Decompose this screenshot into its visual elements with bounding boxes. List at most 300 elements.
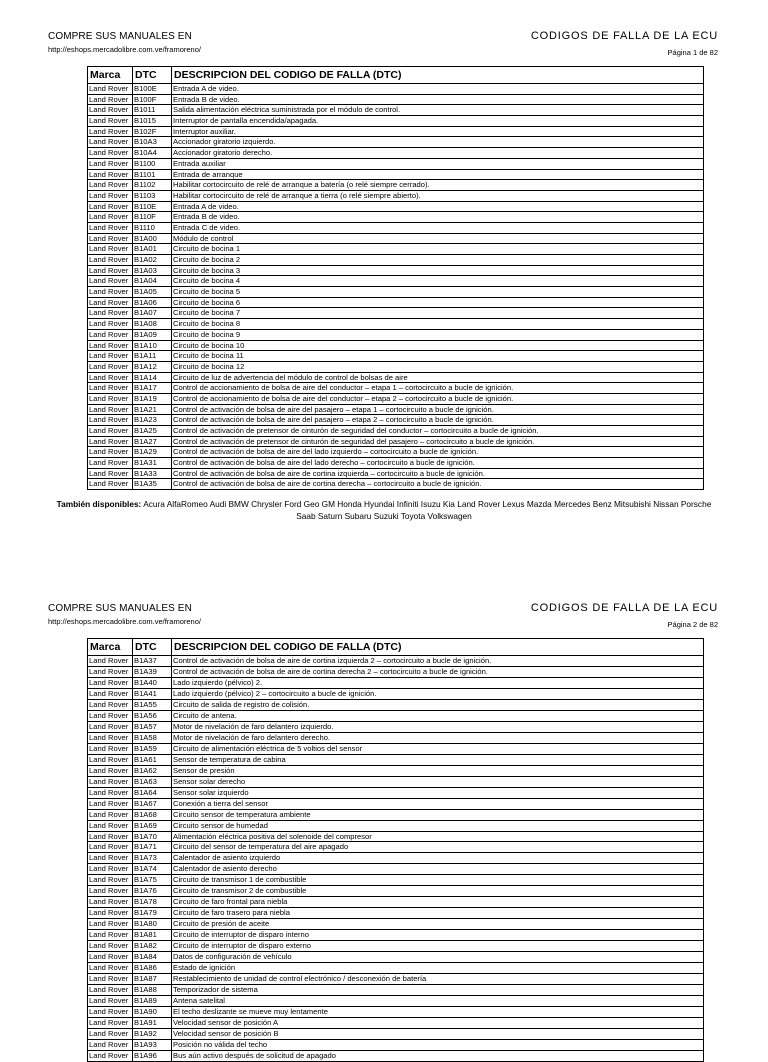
table-row xyxy=(88,351,704,362)
cell-descripcion: Circuito sensor de temperatura ambiente xyxy=(172,809,704,820)
table-row xyxy=(88,688,704,699)
cell-dtc: B1A89 xyxy=(133,996,172,1007)
cell-marca: Land Rover xyxy=(88,875,133,886)
cell-descripcion: Control de accionamiento de bolsa de aire del conductor – etapa 2 – cortocircuito a bucle de ignición. xyxy=(172,393,704,404)
table-row xyxy=(88,798,704,809)
table-row xyxy=(88,875,704,886)
cell-dtc: B1A14 xyxy=(133,372,172,383)
table-row xyxy=(88,930,704,941)
cell-marca: Land Rover xyxy=(88,458,133,469)
cell-marca: Land Rover xyxy=(88,276,133,287)
cell-dtc: B1A39 xyxy=(133,666,172,677)
cell-dtc: B1A78 xyxy=(133,897,172,908)
cell-marca: Land Rover xyxy=(88,244,133,255)
table-row xyxy=(88,222,704,233)
cell-marca: Land Rover xyxy=(88,699,133,710)
cell-marca: Land Rover xyxy=(88,201,133,212)
table-row xyxy=(88,319,704,330)
cell-dtc: B1A71 xyxy=(133,842,172,853)
cell-dtc: B1A23 xyxy=(133,415,172,426)
table-row xyxy=(88,255,704,266)
table-row xyxy=(88,985,704,996)
table-row xyxy=(88,383,704,394)
dtc-table xyxy=(87,66,704,490)
cell-descripcion: Circuito sensor de humedad xyxy=(172,820,704,831)
cell-descripcion: Circuito de bocina 1 xyxy=(172,244,704,255)
cell-marca: Land Rover xyxy=(88,265,133,276)
table-row xyxy=(88,180,704,191)
cell-descripcion: Circuito de interruptor de disparo interno xyxy=(172,930,704,941)
table-row xyxy=(88,297,704,308)
cell-dtc: B1101 xyxy=(133,169,172,180)
cell-dtc: B100F xyxy=(133,94,172,105)
cell-marca: Land Rover xyxy=(88,404,133,415)
cell-dtc: B1A09 xyxy=(133,329,172,340)
cell-dtc: B1A27 xyxy=(133,436,172,447)
cell-descripcion: Módulo de control xyxy=(172,233,704,244)
table-row xyxy=(88,372,704,383)
cell-marca: Land Rover xyxy=(88,842,133,853)
table-row xyxy=(88,94,704,105)
cell-descripcion: Circuito de bocina 3 xyxy=(172,265,704,276)
cell-marca: Land Rover xyxy=(88,677,133,688)
cell-descripcion: Circuito de bocina 9 xyxy=(172,329,704,340)
cell-descripcion: Control de activación de bolsa de aire de cortina izquierda 2 – cortocircuito a bucle de ignición. xyxy=(172,656,704,667)
cell-descripcion: Lado izquierdo (pélvico) 2. xyxy=(172,677,704,688)
cell-marca: Land Rover xyxy=(88,930,133,941)
cell-descripcion: Interruptor auxiliar. xyxy=(172,126,704,137)
cell-marca: Land Rover xyxy=(88,383,133,394)
cell-descripcion: Habilitar cortocircuito de relé de arranque a tierra (o relé siempre abierto). xyxy=(172,190,704,201)
table-body xyxy=(88,656,704,1062)
cell-marca: Land Rover xyxy=(88,853,133,864)
cell-descripcion: Circuito de faro trasero para niebla xyxy=(172,908,704,919)
cell-dtc: B1A81 xyxy=(133,930,172,941)
cell-descripcion: Control de activación de bolsa de aire del lado izquierdo – cortocircuito a bucle de ignición. xyxy=(172,447,704,458)
table-row xyxy=(88,287,704,298)
cell-descripcion: Estado de ignición xyxy=(172,963,704,974)
cell-marca: Land Rover xyxy=(88,864,133,875)
cell-descripcion: Circuito de bocina 4 xyxy=(172,276,704,287)
cell-marca: Land Rover xyxy=(88,415,133,426)
cell-descripcion: Restablecimiento de unidad de control electrónico / desconexión de batería xyxy=(172,974,704,985)
column-header-dtc: DTC xyxy=(133,639,172,656)
cell-dtc: B1A70 xyxy=(133,831,172,842)
cell-descripcion: Circuito de transmisor 1 de combustible xyxy=(172,875,704,886)
table-row xyxy=(88,941,704,952)
table-row xyxy=(88,743,704,754)
table-row xyxy=(88,212,704,223)
cell-marca: Land Rover xyxy=(88,169,133,180)
cell-descripcion: Posición no válida del techo xyxy=(172,1039,704,1050)
cell-marca: Land Rover xyxy=(88,94,133,105)
table-row xyxy=(88,710,704,721)
table-row xyxy=(88,699,704,710)
cell-marca: Land Rover xyxy=(88,985,133,996)
cell-descripcion: Interruptor de pantalla encendida/apagada. xyxy=(172,116,704,127)
cell-descripcion: Circuito de bocina 10 xyxy=(172,340,704,351)
cell-dtc: B1A59 xyxy=(133,743,172,754)
cell-dtc: B1A58 xyxy=(133,732,172,743)
table-row xyxy=(88,116,704,127)
cell-descripcion: Entrada A de video. xyxy=(172,201,704,212)
cell-dtc: B110E xyxy=(133,201,172,212)
cell-dtc: B1A82 xyxy=(133,941,172,952)
column-header-dtc: DTC xyxy=(133,67,172,84)
cell-marca: Land Rover xyxy=(88,426,133,437)
cell-dtc: B1A92 xyxy=(133,1028,172,1039)
table-row xyxy=(88,201,704,212)
cell-descripcion: Salida alimentación eléctrica suministrada por el módulo de control. xyxy=(172,105,704,116)
table-row xyxy=(88,809,704,820)
cell-dtc: B1A75 xyxy=(133,875,172,886)
cell-dtc: B1A64 xyxy=(133,787,172,798)
table-row xyxy=(88,886,704,897)
table-row xyxy=(88,864,704,875)
cell-marca: Land Rover xyxy=(88,952,133,963)
available-brand-list: Acura AlfaRomeo Audi BMW Chrysler Ford Geo GM Honda Hyundai Infiniti Isuzu Kia Land Rover Lexus Mazda Mercedes Benz Mitsubishi Nissan Porsche Saab Saturn Subaru Suzuki Toyota Volkswagen xyxy=(143,499,712,521)
cell-descripcion: Control de activación de bolsa de aire de cortina derecha 2 – cortocircuito a bucle de ignición. xyxy=(172,666,704,677)
cell-dtc: B1A84 xyxy=(133,952,172,963)
cell-marca: Land Rover xyxy=(88,776,133,787)
header-right-title: CODIGOS DE FALLA DE LA ECU xyxy=(530,30,718,42)
cell-marca: Land Rover xyxy=(88,297,133,308)
cell-descripcion: Circuito de bocina 6 xyxy=(172,297,704,308)
table-row xyxy=(88,996,704,1007)
table-row xyxy=(88,84,704,95)
table-row xyxy=(88,436,704,447)
cell-descripcion: Control de activación de bolsa de aire del lado derecho – cortocircuito a bucle de ignición. xyxy=(172,458,704,469)
cell-descripcion: Sensor de temperatura de cabina xyxy=(172,754,704,765)
cell-dtc: B1100 xyxy=(133,158,172,169)
table-row xyxy=(88,361,704,372)
cell-descripcion: Circuito de transmisor 2 de combustible xyxy=(172,886,704,897)
cell-marca: Land Rover xyxy=(88,180,133,191)
table-row xyxy=(88,656,704,667)
cell-marca: Land Rover xyxy=(88,1050,133,1061)
cell-descripcion: Sensor solar derecho xyxy=(172,776,704,787)
cell-dtc: B102F xyxy=(133,126,172,137)
table-row xyxy=(88,329,704,340)
cell-marca: Land Rover xyxy=(88,340,133,351)
available-label: También disponibles: xyxy=(56,499,142,509)
table-row xyxy=(88,276,704,287)
cell-marca: Land Rover xyxy=(88,897,133,908)
table-row xyxy=(88,233,704,244)
cell-marca: Land Rover xyxy=(88,666,133,677)
cell-dtc: B1A02 xyxy=(133,255,172,266)
cell-descripcion: Control de activación de bolsa de aire del pasajero – etapa 1 – cortocircuito a bucle de ignición. xyxy=(172,404,704,415)
table-row xyxy=(88,842,704,853)
table-row xyxy=(88,974,704,985)
cell-dtc: B1A06 xyxy=(133,297,172,308)
cell-marca: Land Rover xyxy=(88,137,133,148)
table-row xyxy=(88,1007,704,1018)
cell-descripcion: Circuito de interruptor de disparo externo xyxy=(172,941,704,952)
table-row xyxy=(88,468,704,479)
table-row xyxy=(88,458,704,469)
cell-marca: Land Rover xyxy=(88,308,133,319)
cell-marca: Land Rover xyxy=(88,84,133,95)
cell-marca: Land Rover xyxy=(88,710,133,721)
table-row xyxy=(88,1017,704,1028)
column-header-marca: Marca xyxy=(88,67,133,84)
cell-dtc: B10A4 xyxy=(133,148,172,159)
cell-descripcion: Entrada B de video. xyxy=(172,212,704,223)
cell-marca: Land Rover xyxy=(88,436,133,447)
cell-descripcion: Entrada B de video. xyxy=(172,94,704,105)
cell-marca: Land Rover xyxy=(88,941,133,952)
cell-dtc: B1A69 xyxy=(133,820,172,831)
cell-marca: Land Rover xyxy=(88,688,133,699)
table-row xyxy=(88,415,704,426)
table-row xyxy=(88,1050,704,1061)
column-header-descripcion: DESCRIPCION DEL CODIGO DE FALLA (DTC) xyxy=(172,67,704,84)
cell-marca: Land Rover xyxy=(88,809,133,820)
cell-marca: Land Rover xyxy=(88,393,133,404)
header-url: http://eshops.mercadolibre.com.ve/framoreno/ xyxy=(48,617,201,626)
cell-dtc: B1A79 xyxy=(133,908,172,919)
cell-dtc: B1A41 xyxy=(133,688,172,699)
table-row xyxy=(88,754,704,765)
cell-dtc: B1A62 xyxy=(133,765,172,776)
page-number: Página 2 de 82 xyxy=(667,620,718,629)
cell-descripcion: Circuito de faro frontal para niebla xyxy=(172,897,704,908)
table-row xyxy=(88,447,704,458)
cell-marca: Land Rover xyxy=(88,329,133,340)
cell-dtc: B1A25 xyxy=(133,426,172,437)
cell-descripcion: Circuito de alimentación eléctrica de 5 voltios del sensor xyxy=(172,743,704,754)
cell-dtc: B1A11 xyxy=(133,351,172,362)
cell-marca: Land Rover xyxy=(88,754,133,765)
header-url: http://eshops.mercadolibre.com.ve/framoreno/ xyxy=(48,45,201,54)
cell-marca: Land Rover xyxy=(88,148,133,159)
cell-descripcion: Circuito de presión de aceite xyxy=(172,919,704,930)
cell-descripcion: Lado izquierdo (pélvico) 2 – cortocircuito a bucle de ignición. xyxy=(172,688,704,699)
table-row xyxy=(88,1028,704,1039)
column-header-descripcion: DESCRIPCION DEL CODIGO DE FALLA (DTC) xyxy=(172,639,704,656)
cell-descripcion: Velocidad sensor de posición B xyxy=(172,1028,704,1039)
table-row xyxy=(88,265,704,276)
cell-marca: Land Rover xyxy=(88,351,133,362)
cell-descripcion: Entrada de arranque xyxy=(172,169,704,180)
cell-dtc: B1110 xyxy=(133,222,172,233)
table-row xyxy=(88,105,704,116)
cell-dtc: B1A73 xyxy=(133,853,172,864)
cell-dtc: B1A31 xyxy=(133,458,172,469)
cell-dtc: B100E xyxy=(133,84,172,95)
cell-descripcion: Sensor de presión xyxy=(172,765,704,776)
cell-dtc: B1A01 xyxy=(133,244,172,255)
cell-marca: Land Rover xyxy=(88,963,133,974)
dtc-table xyxy=(87,638,704,1062)
table-row xyxy=(88,404,704,415)
cell-marca: Land Rover xyxy=(88,996,133,1007)
cell-dtc: B10A3 xyxy=(133,137,172,148)
cell-dtc: B1102 xyxy=(133,180,172,191)
table-row xyxy=(88,340,704,351)
cell-descripcion: Circuito de bocina 11 xyxy=(172,351,704,362)
cell-descripcion: Calentador de asiento izquierdo xyxy=(172,853,704,864)
cell-dtc: B1A86 xyxy=(133,963,172,974)
table-row xyxy=(88,820,704,831)
cell-dtc: B1A90 xyxy=(133,1007,172,1018)
cell-descripcion: Alimentación eléctrica positiva del solenoide del compresor xyxy=(172,831,704,842)
cell-marca: Land Rover xyxy=(88,732,133,743)
cell-dtc: B1A12 xyxy=(133,361,172,372)
cell-descripcion: Sensor solar izquierdo xyxy=(172,787,704,798)
cell-marca: Land Rover xyxy=(88,255,133,266)
table-body xyxy=(88,84,704,490)
cell-descripcion: Conexión a tierra del sensor xyxy=(172,798,704,809)
cell-descripcion: Motor de nivelación de faro delantero izquierdo. xyxy=(172,721,704,732)
cell-descripcion: Circuito de bocina 7 xyxy=(172,308,704,319)
cell-marca: Land Rover xyxy=(88,222,133,233)
cell-descripcion: Circuito de luz de advertencia del módulo de control de bolsas de aire xyxy=(172,372,704,383)
cell-descripcion: Circuito de antena. xyxy=(172,710,704,721)
cell-marca: Land Rover xyxy=(88,1039,133,1050)
table-row xyxy=(88,137,704,148)
cell-marca: Land Rover xyxy=(88,919,133,930)
table-header-row xyxy=(88,67,704,84)
table-row xyxy=(88,479,704,490)
cell-descripcion: Control de activación de pretensor de cinturón de seguridad del conductor – cortocircuito a bucle de ignición. xyxy=(172,426,704,437)
cell-dtc: B1A88 xyxy=(133,985,172,996)
cell-descripcion: Circuito de bocina 5 xyxy=(172,287,704,298)
cell-dtc: B1A10 xyxy=(133,340,172,351)
table-row xyxy=(88,666,704,677)
cell-dtc: B1103 xyxy=(133,190,172,201)
cell-marca: Land Rover xyxy=(88,158,133,169)
table-row xyxy=(88,765,704,776)
table-row xyxy=(88,393,704,404)
table-row xyxy=(88,308,704,319)
cell-dtc: B1A56 xyxy=(133,710,172,721)
cell-dtc: B1A76 xyxy=(133,886,172,897)
cell-dtc: B1A57 xyxy=(133,721,172,732)
available-brands xyxy=(48,499,720,522)
cell-dtc: B1A96 xyxy=(133,1050,172,1061)
cell-descripcion: Circuito de salida de registro de colisión. xyxy=(172,699,704,710)
cell-dtc: B110F xyxy=(133,212,172,223)
cell-dtc: B1A17 xyxy=(133,383,172,394)
table-row xyxy=(88,169,704,180)
cell-descripcion: Control de activación de bolsa de aire del pasajero – etapa 2 – cortocircuito a bucle de ignición. xyxy=(172,415,704,426)
table-row xyxy=(88,952,704,963)
table-row xyxy=(88,721,704,732)
cell-marca: Land Rover xyxy=(88,798,133,809)
cell-descripcion: Entrada A de video. xyxy=(172,84,704,95)
cell-marca: Land Rover xyxy=(88,743,133,754)
cell-marca: Land Rover xyxy=(88,908,133,919)
table-row xyxy=(88,244,704,255)
cell-descripcion: Habilitar cortocircuito de relé de arranque a batería (o relé siempre cerrado). xyxy=(172,180,704,191)
table-row xyxy=(88,148,704,159)
table-row xyxy=(88,677,704,688)
table-row xyxy=(88,908,704,919)
cell-dtc: B1A68 xyxy=(133,809,172,820)
header-left-title: COMPRE SUS MANUALES EN xyxy=(48,603,192,614)
cell-dtc: B1A33 xyxy=(133,468,172,479)
cell-descripcion: Control de activación de bolsa de aire de cortina izquierda – cortocircuito a bucle de ignición. xyxy=(172,468,704,479)
cell-descripcion: Accionador giratorio derecho. xyxy=(172,148,704,159)
cell-descripcion: Bus aún activo después de solicitud de apagado xyxy=(172,1050,704,1061)
cell-marca: Land Rover xyxy=(88,721,133,732)
cell-dtc: B1011 xyxy=(133,105,172,116)
table-row xyxy=(88,126,704,137)
cell-marca: Land Rover xyxy=(88,361,133,372)
cell-marca: Land Rover xyxy=(88,1028,133,1039)
cell-marca: Land Rover xyxy=(88,372,133,383)
cell-descripcion: Circuito de bocina 2 xyxy=(172,255,704,266)
cell-dtc: B1A61 xyxy=(133,754,172,765)
cell-descripcion: Motor de nivelación de faro delantero derecho. xyxy=(172,732,704,743)
table-row xyxy=(88,426,704,437)
cell-marca: Land Rover xyxy=(88,820,133,831)
cell-marca: Land Rover xyxy=(88,287,133,298)
cell-descripcion: Control de accionamiento de bolsa de aire del conductor – etapa 1 – cortocircuito a bucle de ignición. xyxy=(172,383,704,394)
cell-marca: Land Rover xyxy=(88,126,133,137)
cell-marca: Land Rover xyxy=(88,1007,133,1018)
cell-dtc: B1015 xyxy=(133,116,172,127)
cell-descripcion: Control de activación de bolsa de aire de cortina derecha – cortocircuito a bucle de ignición. xyxy=(172,479,704,490)
cell-marca: Land Rover xyxy=(88,105,133,116)
cell-dtc: B1A63 xyxy=(133,776,172,787)
cell-dtc: B1A55 xyxy=(133,699,172,710)
cell-dtc: B1A87 xyxy=(133,974,172,985)
cell-marca: Land Rover xyxy=(88,190,133,201)
table-row xyxy=(88,963,704,974)
cell-marca: Land Rover xyxy=(88,233,133,244)
cell-dtc: B1A19 xyxy=(133,393,172,404)
cell-marca: Land Rover xyxy=(88,1017,133,1028)
cell-dtc: B1A05 xyxy=(133,287,172,298)
cell-dtc: B1A93 xyxy=(133,1039,172,1050)
table-row xyxy=(88,919,704,930)
cell-dtc: B1A00 xyxy=(133,233,172,244)
cell-marca: Land Rover xyxy=(88,468,133,479)
cell-dtc: B1A80 xyxy=(133,919,172,930)
table-row xyxy=(88,831,704,842)
cell-marca: Land Rover xyxy=(88,479,133,490)
cell-marca: Land Rover xyxy=(88,447,133,458)
cell-descripcion: Temporizador de sistema xyxy=(172,985,704,996)
cell-marca: Land Rover xyxy=(88,319,133,330)
cell-descripcion: Control de activación de pretensor de cinturón de seguridad del pasajero – cortocircuito a bucle de ignición. xyxy=(172,436,704,447)
table-row xyxy=(88,732,704,743)
cell-descripcion: Datos de configuración de vehículo xyxy=(172,952,704,963)
cell-descripcion: Velocidad sensor de posición A xyxy=(172,1017,704,1028)
cell-marca: Land Rover xyxy=(88,886,133,897)
table-row xyxy=(88,853,704,864)
header-right-title: CODIGOS DE FALLA DE LA ECU xyxy=(530,602,718,614)
cell-dtc: B1A04 xyxy=(133,276,172,287)
table-row xyxy=(88,1039,704,1050)
cell-descripcion: Accionador giratorio izquierdo. xyxy=(172,137,704,148)
cell-dtc: B1A67 xyxy=(133,798,172,809)
cell-dtc: B1A03 xyxy=(133,265,172,276)
cell-descripcion: El techo deslizante se mueve muy lentamente xyxy=(172,1007,704,1018)
table-row xyxy=(88,190,704,201)
cell-marca: Land Rover xyxy=(88,116,133,127)
table-row xyxy=(88,158,704,169)
cell-dtc: B1A08 xyxy=(133,319,172,330)
table-row xyxy=(88,897,704,908)
cell-marca: Land Rover xyxy=(88,765,133,776)
cell-dtc: B1A29 xyxy=(133,447,172,458)
table-row xyxy=(88,787,704,798)
cell-dtc: B1A21 xyxy=(133,404,172,415)
